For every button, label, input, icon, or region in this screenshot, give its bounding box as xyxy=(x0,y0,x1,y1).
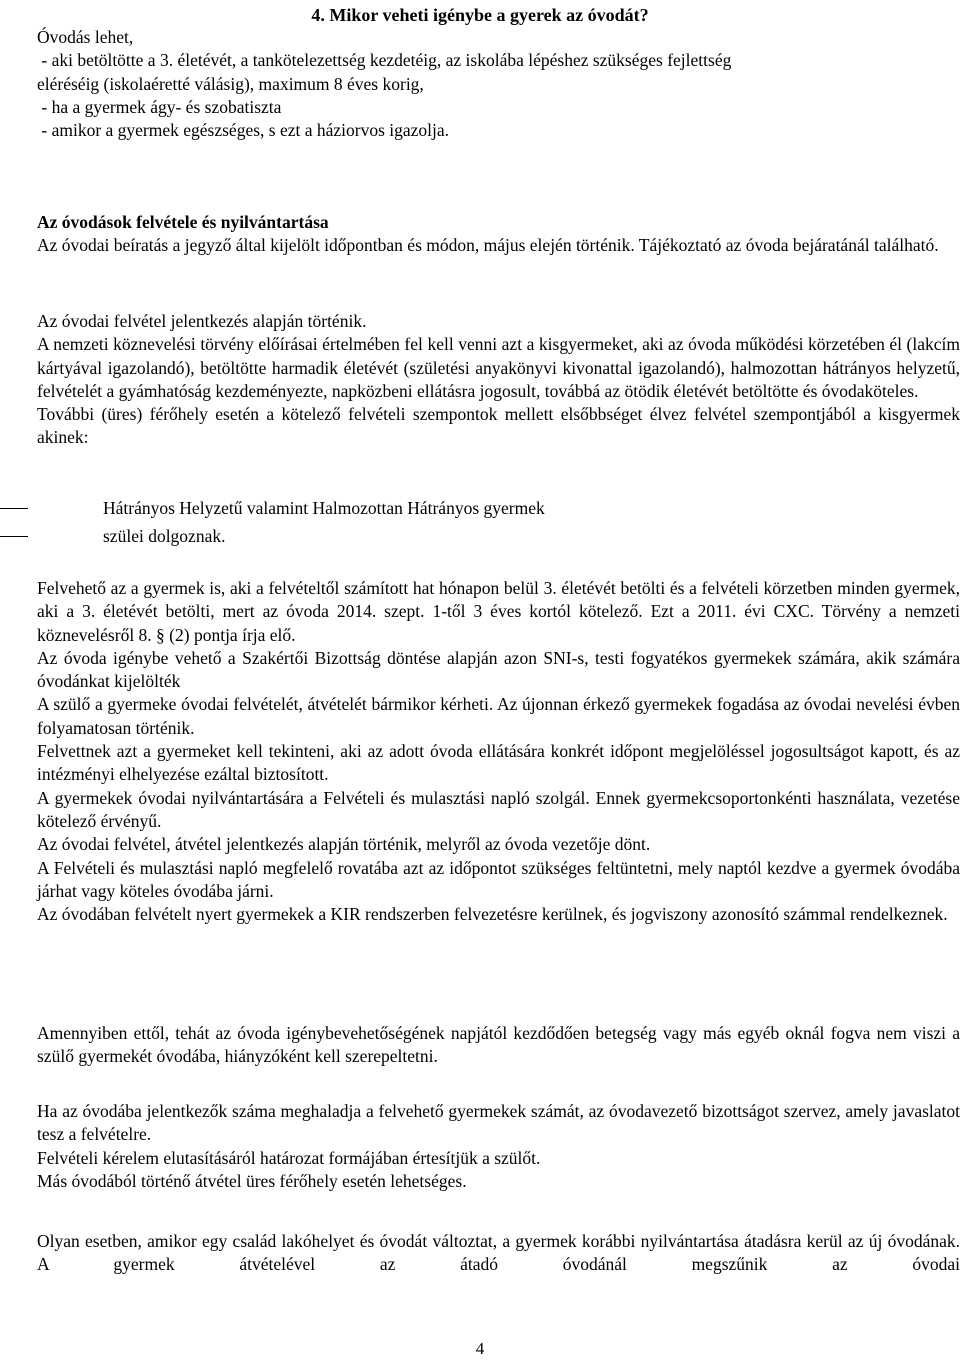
section-title: 4. Mikor veheti igénybe a gyerek az óvodát? xyxy=(311,5,649,25)
admission-priority-paragraph: További (üres) férőhely esetén a kötelező felvételi szempontok mellett elsőbbséget élvez felvétel szempontjából a kisgyermek akinek: xyxy=(37,404,960,448)
eligibility-section xyxy=(37,26,960,142)
admission-intro: Az óvodai felvétel jelentkezés alapján történik. xyxy=(37,311,367,331)
rules-paragraph: Felvettnek azt a gyermeket kell tekinteni, aki az adott óvoda ellátására konkrét időpont megjelöléssel jogosultságot kapott, és az intézményi elhelyezése ezáltal biztosított. xyxy=(37,741,960,785)
rules-paragraph: Az óvodában felvételt nyert gyermekek a KIR rendszerben felvezetésre kerülnek, és jogviszony azonosító számmal rendelkeznek. xyxy=(37,904,948,925)
rules-paragraph: Az óvodai felvétel, átvétel jelentkezés alapján történik, melyről az óvoda vezetője dönt. xyxy=(37,834,651,855)
priority-bullet-2 xyxy=(0,525,960,549)
rules-paragraph: Felvehető az a gyermek is, aki a felvételtől számított hat hónapon belül 3. életévét betölti és a felvételi körzetben minden gyermek, aki a 3. életévét betölti, mert az óvoda 2014. szept. 1-től 3 éves kortól kötelező. Ezt a 2011. évi CXC. Törvény a nemzeti köznevelésről 8. § (2) pontja írja elő. xyxy=(37,578,960,645)
rejection-paragraph: Felvételi kérelem elutasításáról határozat formájában értesítjük a szülőt. xyxy=(37,1147,541,1168)
page-number: 4 xyxy=(475,1339,485,1358)
committee-paragraph: Ha az óvodába jelentkezők száma meghaladja a felvehető gyermekek számát, az óvodavezető bizottságot szervez, amely javaslatot tesz a felvételre. xyxy=(37,1101,960,1145)
priority-bullet-text: Hátrányos Helyzetű valamint Halmozottan Hátrányos gyermek xyxy=(103,498,545,518)
rules-paragraph: A gyermekek óvodai nyilvántartására a Felvételi és mulasztási napló szolgál. Ennek gyermekcsoportonkénti használata, vezetése kötelező érvényű. xyxy=(37,787,960,831)
enrollment-section xyxy=(37,211,960,258)
eligibility-item-age: - aki betöltötte a 3. életévét, a tankötelezettség kezdetéig, az iskolába lépéshez szükséges fejlettség xyxy=(37,50,732,71)
priority-bullet-text: szülei dolgoznak. xyxy=(103,526,226,546)
admission-law-paragraph: A nemzeti köznevelési törvény előírásai értelmében fel kell venni azt a kisgyermeket, aki az óvoda működési körzetében él (lakcím kártyával igazolandó), betöltötte harmadik életévét (születési anyakönyvi kivonattal igazolandó), halmozottan hátrányos helyzetű, felvételét a gyámhatóság kezdeményezte, napközbeni ellátásra jogosult, továbbá az ötödik életévét betöltötte és óvodaköteles. xyxy=(37,334,960,401)
enrollment-heading: Az óvodások felvétele és nyilvántartása xyxy=(37,212,329,232)
eligibility-intro: Óvodás lehet, xyxy=(37,27,134,47)
committee-section xyxy=(37,1100,960,1193)
eligibility-item-health: - amikor a gyermek egészséges, s ezt a háziorvos igazolja. xyxy=(37,120,450,141)
eligibility-item-toilet: - ha a gyermek ágy- és szobatiszta xyxy=(37,96,282,117)
transfer-paragraph: Más óvodából történő átvétel üres férőhely esetén lehetséges. xyxy=(37,1170,467,1191)
rules-section xyxy=(37,577,960,926)
rules-paragraph: Az óvoda igénybe vehető a Szakértői Bizottság döntése alapján azon SNI-s, testi fogyatékos gyermekek számára, akik számára óvodánkat kijelölték xyxy=(37,647,960,692)
relocation-paragraph: Olyan esetben, amikor egy család lakóhelyet és óvodát változtat, a gyermek korábbi nyilvántartása átadásra kerül az új óvodának. A gyermek átvételével az átadó óvodánál megszűnik az óvodai xyxy=(37,1231,960,1275)
dash-icon xyxy=(0,536,28,537)
enrollment-text: Az óvodai beíratás a jegyző által kijelölt időpontban és módon, május elején történik. Tájékoztató az óvoda bejáratánál található. xyxy=(37,235,939,256)
priority-bullet-1 xyxy=(0,497,960,521)
eligibility-item-age-cont: eléréséig (iskolaéretté válásig), maximum 8 éves korig, xyxy=(37,73,424,94)
rules-paragraph: A Felvételi és mulasztási napló megfelelő rovatába azt az időpontot szükséges feltüntetni, mely naptól kezdve a gyermek óvodába járhat vagy köteles óvodába járni. xyxy=(37,857,960,901)
absence-paragraph: Amennyiben ettől, tehát az óvoda igénybevehetőségének napjától kezdődően betegség vagy más egyéb oknál fogva nem viszi a szülő gyermekét óvodába, hiányzóként kell szerepeltetni. xyxy=(37,1023,960,1067)
admission-section xyxy=(37,310,960,450)
dash-icon xyxy=(0,508,28,509)
rules-paragraph: A szülő a gyermeke óvodai felvételét, átvételét bármikor kérheti. Az újonnan érkező gyermekek fogadása az óvodai nevelési évben folyamatosan történik. xyxy=(37,694,960,738)
